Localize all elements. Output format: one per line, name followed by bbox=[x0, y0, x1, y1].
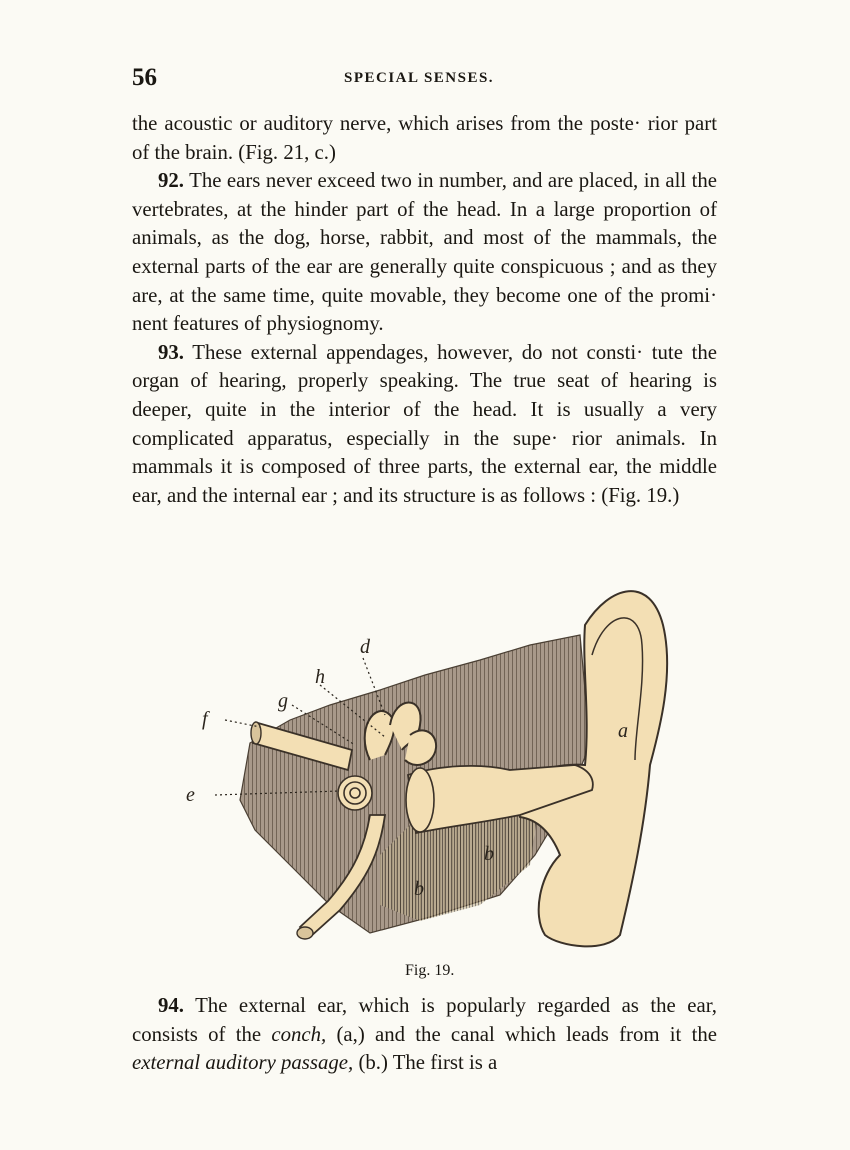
figure-reference: (Fig. 21, c.) bbox=[238, 140, 336, 164]
paragraph-92: 92. The ears never exceed two in number, and are placed, in all the vertebrates, at the hinder part of the head. In a large proportion of animals, as the dog, horse, rabbit, and most of the mammals, the external parts of the ear are generally quite conspicuous ; and as they are, at the same time, quite movable, they become one of the promi· nent features of physiognomy. bbox=[132, 169, 718, 336]
ear-illustration bbox=[180, 565, 680, 955]
paragraph-93: 93. These external appendages, however, do not consti· tute the organ of hearing, properly speaking. The true seat of hearing is deeper, quite in the interior of the head. It is usually a very complicated apparatus, especially in the supe· rior animals. In mammals it is composed of three parts, the external ear, the middle ear, and the internal ear ; and its structure is as follows : (Fig. 19.) bbox=[132, 340, 717, 507]
running-head: SPECIAL SENSES. bbox=[344, 70, 495, 86]
tympanic-membrane bbox=[406, 768, 434, 832]
paragraph-number: 93. bbox=[158, 340, 184, 364]
page-number: 56 bbox=[132, 64, 157, 91]
term-conch: conch, bbox=[271, 1022, 327, 1046]
paragraph-94: 94. The external ear, which is popularly regarded as the ear, consists of the conch, (a,) and the canal which leads from it the external auditory passage, (b.) The first is a bbox=[132, 994, 717, 1075]
label-b-1: b bbox=[484, 843, 494, 865]
paragraph-continuation: the acoustic or auditory nerve, which arises from the poste· rior part of the brain. (Fig. 21, c.) bbox=[132, 112, 717, 164]
ear-anatomy-figure bbox=[180, 565, 680, 955]
label-a: a bbox=[618, 720, 628, 742]
cochlea bbox=[338, 776, 372, 810]
label-f: f bbox=[202, 708, 208, 730]
lower-text bbox=[132, 992, 717, 1078]
page-header bbox=[132, 64, 717, 94]
paragraph-number: 94. bbox=[158, 994, 184, 1017]
term-external-auditory-passage: external auditory passage, bbox=[132, 1051, 354, 1075]
paragraph-number: 92. bbox=[158, 169, 184, 193]
label-e: e bbox=[186, 784, 195, 806]
body-text bbox=[132, 110, 717, 510]
label-d: d bbox=[360, 636, 370, 658]
label-g: g bbox=[278, 690, 288, 712]
label-h: h bbox=[315, 666, 325, 688]
label-b-2: b bbox=[414, 878, 424, 900]
figure-reference: (Fig. 19.) bbox=[601, 483, 680, 507]
figure-caption: Fig. 19. bbox=[405, 962, 455, 979]
